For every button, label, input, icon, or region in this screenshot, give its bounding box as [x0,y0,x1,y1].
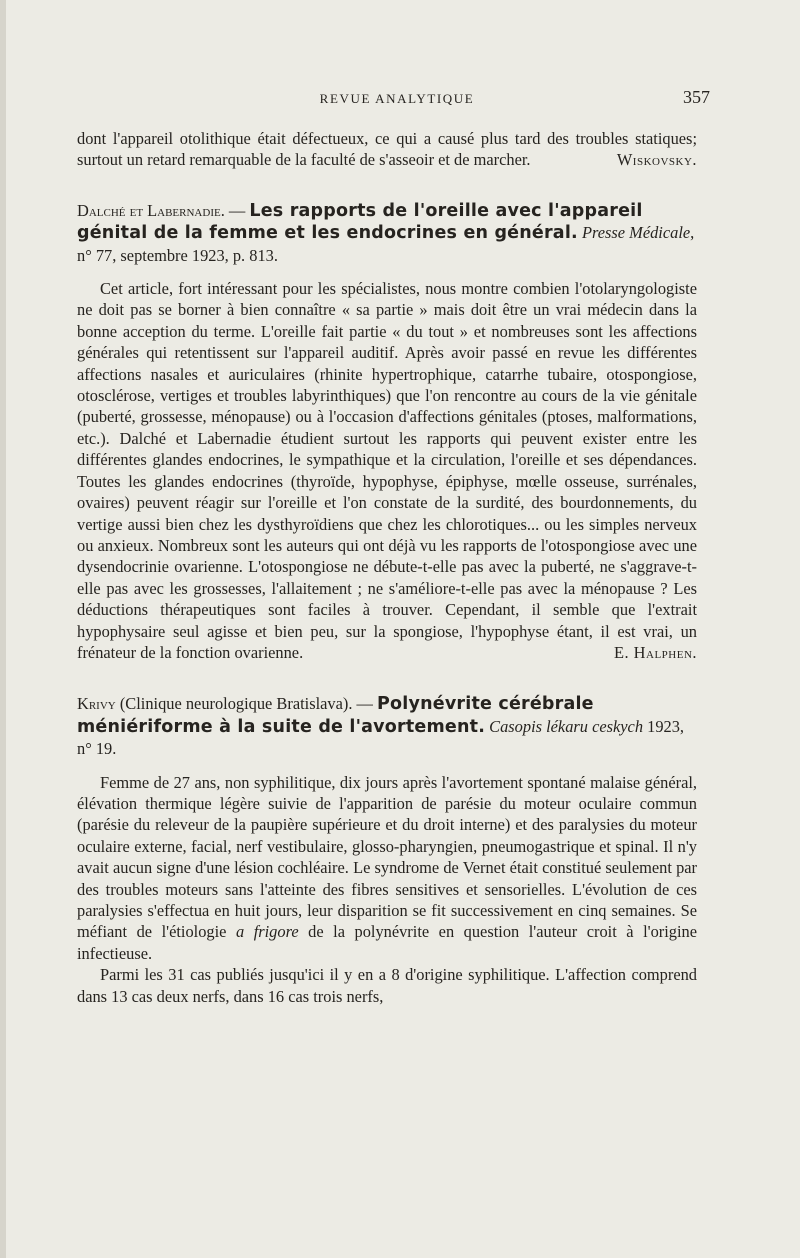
page-header [84,87,710,111]
article-1-title: Les rapports de l'oreille avec l'appareil génital de la femme et les endocrines en général. [77,200,643,244]
article-1-paragraph [77,278,697,663]
article-1-citation [77,200,697,266]
article-1-authors: Dalché et Labernadie. [77,200,225,220]
continuation-signature: Wiskovsky. [616,150,697,170]
continuation-paragraph: dont l'appareil otolithique était défectueux, ce qui a causé plus tard des troubles statiques; surtout un retard remarquable de la faculté de s'asseoir et de marcher. [77,129,697,170]
article-1-reference: , n° 77, septembre 1923, p. 813. [77,223,695,265]
page-edge-shadow [0,0,6,1258]
article-1-abstract [77,278,697,663]
article-2-paragraph-1-text: Femme de 27 ans, non syphilitique, dix jours après l'avortement spontané malaise général, élévation thermique légère suivie de l'apparition de parésie du moteur oculaire commun (parésie du releveur de la paupière supérieure et du droit interne) et des paralysies du moteur oculaire externe, facial, nerf vestibulaire, glosso-pharyngien, pneumogastrique et spinal. Il n'y avait aucun signe d'une lésion cochléaire. Le syndrome de Vernet était constitué seulement par des troubles moteurs sans l'atteinte des fibres sensitives et sensorielles. L'évolution de ces paralysies s'effectua en huit jours, leur disparition se fit successivement en cinq semaines. Se méfiant de l'étiologie [77,772,697,942]
article-1-signature: E. Halphen. [613,642,697,662]
article-1-paragraph-text: Cet article, fort intéressant pour les spécialistes, nous montre combien l'otolaryngologiste ne doit pas se borner à bien connaître « sa partie » mais doit être un vrai médecin dans la bonne acception du terme. L'oreille fait partie « du tout » et nombreuses sont les affections générales qui retentissent sur l'appareil auditif. Après avoir passé en revue les différentes affections nasales et auriculaires (rhinite hypertrophique, catarrhe tubaire, otospongiose, otosclérose, vertiges et troubles labyrinthiques) que l'on rencontre au cours de la vie génitale (puberté, grossesse, ménopause) ou à l'occasion d'affections génitales (ptoses, malformations, etc.). Dalché et Labernadie étudient surtout les rapports qui peuvent exister entre les différentes glandes endocrines, le sympathique et la circulation, l'oreille et ses dépendances. Toutes les glandes endocrines (thyroïde, hypophyse, épiphyse, mœlle osseuse, surrénales, ovaires) peuvent réagir sur l'oreille et l'on constate de la surdité, des bourdonnements, du vertige aussi bien chez les dysthyroïdiens que chez les chlorotiques... ou les simples nerveux ou anxieux. Nombreux sont les auteurs qui ont déjà vu les rapports de l'otospongiose avec une dysendocrinie ovarienne. L'otospongiose ne débute-t-elle pas avec la puberté, ne s'aggrave-t-elle pas avec les grossesses, l'allaitement ; ne s'améliore-t-elle pas avec la ménopause ? Les déductions thérapeutiques sont faciles à trouver. Cependant, il semble que l'extrait hypophysaire seul agisse et bien peu, sur la spongiose, l'hypophyse étant, il est vrai, un frénateur de la fonction ovarienne. [77,279,697,662]
article-2-affiliation: (Clinique neurologique Bratislava). — [115,694,378,714]
article-2-abstract [77,772,697,1007]
article-1-heading [77,200,697,266]
article-2-citation [77,693,697,759]
article-2-paragraph-1 [77,772,697,965]
page-number: 357 [683,87,710,107]
running-head: REVUE ANALYTIQUE [319,91,475,106]
article-2-authors: Krivy [77,694,116,714]
article-2-a-frigore: a frigore [235,922,299,942]
article-2-reference: 1923, n° 19. [77,716,685,759]
article-2-heading [77,693,697,759]
page-body [77,128,697,1007]
article-2-journal: Casopis lékaru ceskych [489,716,644,736]
continuation-text [77,128,697,171]
continuation-block [77,128,697,171]
article-2-paragraph-1-end: de la polynévrite en question l'auteur croit à l'origine infectieuse. [77,922,698,963]
article-2-paragraph-2 [77,964,697,1007]
article-1-journal: Presse Médicale [581,223,691,243]
article-1-dash: — [224,200,250,220]
article-2-paragraph-2-text: Parmi les 31 cas publiés jusqu'ici il y en a 8 d'origine syphilitique. L'affection comprend dans 13 cas deux nerfs, dans 16 cas trois nerfs, [77,965,697,1006]
article-2-title: Polynévrite cérébrale méniériforme à la suite de l'avortement. [77,694,594,737]
